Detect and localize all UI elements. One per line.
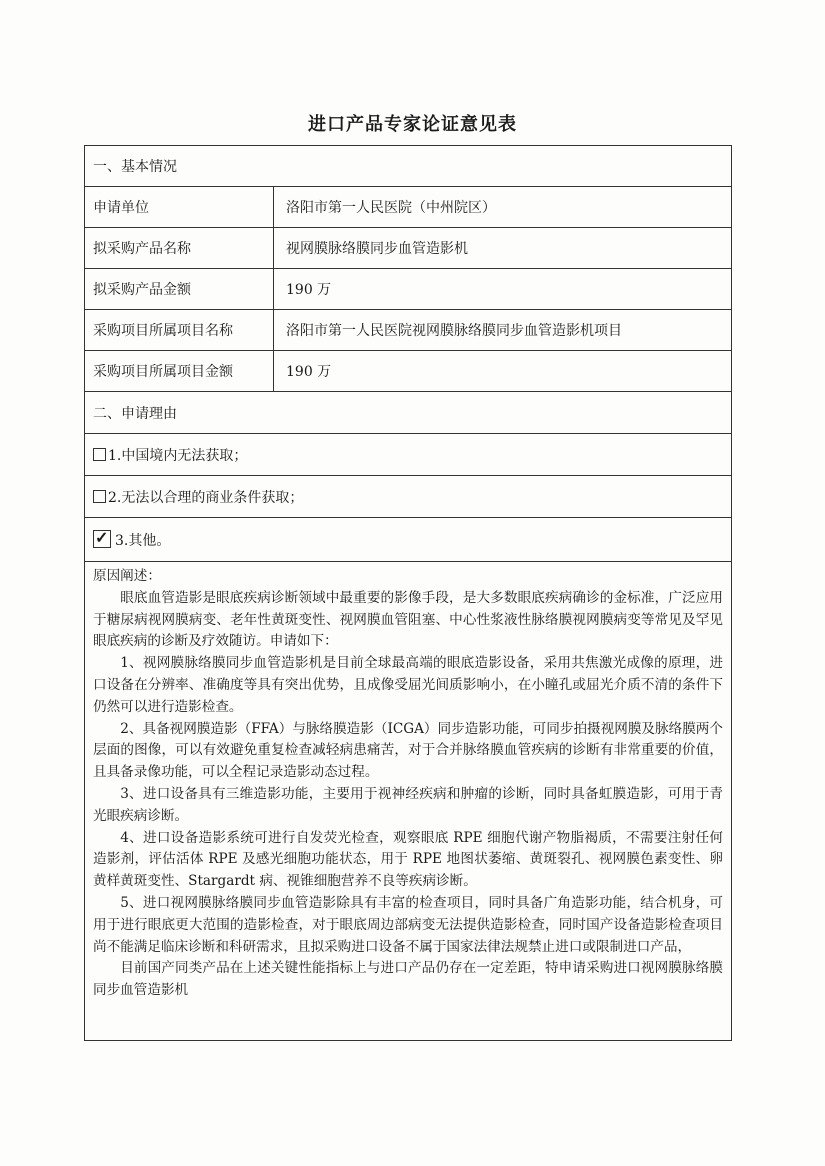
value-product-amount: 190 万 (286, 282, 332, 298)
reason-paragraph-5: 5、进口视网膜脉络膜同步血管造影除具有丰富的检查项目，同时具备广角造影功能，结合机身，可用于进行眼底更大范围的造影检查，对于眼底周边部病变无法提供造影检查，同时国产设备造影检查项目尚不能满足临床诊断和科研需求，且拟采购进口设备不属于国家法律法规禁止进口或限制进口产品， (93, 894, 723, 955)
option-3 (85, 518, 731, 562)
reason-paragraph-3: 3、进口设备具有三维造影功能，主要用于视神经疾病和肿瘤的诊断，同时具备虹膜造影，可用于青光眼疾病诊断。 (93, 785, 723, 824)
label-project-name: 采购项目所属项目名称 (85, 310, 274, 350)
label-product-name: 拟采购产品名称 (85, 228, 274, 268)
section-reason-label: 二、申请理由 (93, 405, 177, 422)
value-project-name: 洛阳市第一人民医院视网膜脉络膜同步血管造影机项目 (286, 323, 622, 339)
reason-paragraph-intro: 眼底血管造影是眼底疾病诊断领域中最重要的影像手段，是大多数眼底疾病确诊的金标准，广泛应用于糖尿病视网膜病变、老年性黄斑变性、视网膜血管阻塞、中心性浆液性脉络膜视网膜病变等常见及罕见眼底疾病的诊断及疗效随访。申请如下： (93, 589, 723, 650)
reason-paragraph-4: 4、进口设备造影系统可进行自发荧光检查，观察眼底 RPE 细胞代谢产物脂褐质，不需要注射任何造影剂，评估活体 RPE 及感光细胞功能状态，用于 RPE 地图状萎缩、黄斑裂孔、视网膜色素变性、卵黄样黄斑变性、Stargardt 病、视锥细胞营养不良等疾病诊断。 (93, 829, 723, 890)
option-1-content (85, 445, 247, 465)
option-1 (85, 434, 731, 476)
reason-paragraph-conclusion: 目前国产同类产品在上述关键性能指标上与进口产品仍存在一定差距，特申请采购进口视网膜脉络膜同步血管造影机 (93, 960, 723, 999)
option-3-label: 3.其他。 (115, 532, 171, 549)
row-product-amount (85, 269, 731, 310)
row-project-amount (85, 351, 731, 392)
option-3-content (85, 530, 170, 550)
option-2-checkbox[interactable] (93, 490, 106, 503)
reason-explanation (85, 562, 731, 1002)
row-applicant (85, 187, 731, 228)
row-product-name (85, 228, 731, 269)
page-title: 进口产品专家论证意见表 (308, 114, 517, 135)
row-project-name (85, 310, 731, 351)
option-2-content (85, 487, 303, 507)
reason-paragraph-1: 1、视网膜脉络膜同步血管造影机是目前全球最高端的眼底造影设备，采用共焦激光成像的原理，进口设备在分辨率、准确度等具有突出优势，且成像受屈光间质影响小，在小瞳孔或屈光介质不清的条件下仍然可以进行造影检查。 (93, 655, 723, 715)
reason-heading: 原因阐述： (93, 568, 161, 584)
section-reason (85, 392, 731, 434)
section-basic-info (85, 146, 731, 187)
option-2-label: 2.无法以合理的商业条件获取； (108, 489, 304, 506)
value-project-amount: 190 万 (286, 364, 332, 380)
reason-paragraph-2: 2、具备视网膜造影（FFA）与脉络膜造影（ICGA）同步造影功能，可同步拍摄视网膜及脉络膜两个层面的图像，可以有效避免重复检查减轻病患痛苦，对于合并脉络膜血管疾病的诊断有非常重要的价值，且具备录像功能，可以全程记录造影动态过程。 (93, 720, 723, 781)
label-applicant: 申请单位 (85, 187, 274, 227)
section-basic-info-label: 一、基本情况 (93, 159, 177, 175)
option-1-label: 1.中国境内无法获取； (108, 447, 248, 464)
label-product-amount: 拟采购产品金额 (85, 269, 274, 309)
option-1-checkbox[interactable] (93, 448, 106, 461)
value-product-name: 视网膜脉络膜同步血管造影机 (286, 241, 468, 257)
option-3-checkbox-checked[interactable] (93, 530, 111, 548)
value-applicant: 洛阳市第一人民医院（中州院区） (286, 200, 496, 216)
expert-opinion-form (84, 145, 732, 1041)
label-project-amount: 采购项目所属项目金额 (85, 351, 274, 391)
option-2 (85, 476, 731, 518)
